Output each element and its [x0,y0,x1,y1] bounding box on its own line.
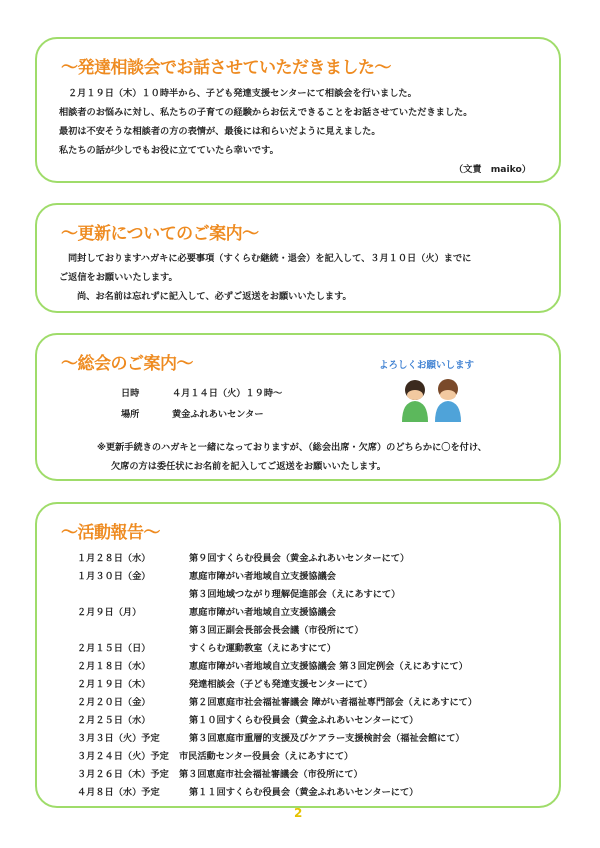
bowing-people-icon [398,376,468,426]
section-title: ～発達相談会でお話させていただきました～ [61,58,391,78]
greeting-text: よろしくお願いします [379,360,475,371]
body-line: ご返信をお願いいたします。 [59,272,178,283]
activity-text: 第３回恵庭市社会福祉審議会（市役所にて） [179,769,363,780]
place-label: 場所 [121,409,140,420]
place-value: 黄金ふれあいセンター [172,409,264,420]
activity-date: １月３０日（金） [77,571,151,582]
activity-date: ２月２０日（金） [77,697,151,708]
section-title: ～活動報告～ [61,523,160,543]
section-title: ～更新についてのご案内～ [61,224,259,244]
date-label: 日時 [121,388,140,399]
activity-date: ３月２４日（火）予定 [77,751,169,762]
body-line: 私たちの話が少しでもお役に立てていたら幸いです。 [59,145,279,156]
activity-text: 第１０回すくらむ役員会（黄金ふれあいセンターにて） [189,715,419,726]
body-line: ２月１９日（木）１０時半から、子ども発達支援センターにて相談会を行いました。 [68,88,417,99]
body-line: 相談者のお悩みに対し、私たちの子育ての経験からお伝えできることをお話させていただきました。 [59,107,473,118]
activity-date: ４月８日（水）予定 [77,787,160,798]
activity-date: ３月３日（火）予定 [77,733,160,744]
page-number: 2 [294,806,303,820]
activity-text: 第２回恵庭市社会福祉審議会 障がい者福祉専門部会（えにあすにて） [189,697,478,708]
activity-date: ３月２６日（木）予定 [77,769,169,780]
section-consultation [35,37,561,183]
activity-text: 発達相談会（子ども発達支援センターにて） [189,679,373,690]
activity-text: 第３回恵庭市重層的支援及びケアラー支援検討会（福祉会館にて） [189,733,465,744]
activity-date: ２月２５日（水） [77,715,151,726]
activity-text: 恵庭市障がい者地域自立支援協議会 [189,607,336,618]
body-line: 同封しておりますハガキに必要事項（すくらむ継続・退会）を記入して、３月１０日（火）までに [68,253,472,264]
section-renewal [35,203,561,313]
activity-text: 市民活動センター役員会（えにあすにて） [179,751,354,762]
credit: （文責 maiko） [453,164,531,175]
note-line: ※更新手続きのハガキと一緒になっておりますが、（総会出席・欠席）のどちらかに〇を付け、 [97,442,487,453]
activity-text: 第３回地域つながり理解促進部会（えにあすにて） [189,589,401,600]
activity-date: ２月９日（月） [77,607,142,618]
section-general-meeting [35,333,561,481]
activity-date: ２月１９日（木） [77,679,151,690]
activity-text: 第１１回すくらむ役員会（黄金ふれあいセンターにて） [189,787,419,798]
section-body [59,84,472,160]
activity-date: ２月１８日（水） [77,661,151,672]
activity-date: １月２８日（水） [77,553,151,564]
section-title: ～総会のご案内～ [61,354,193,374]
activity-text: 第３回正副会長部会長会議（市役所にて） [189,625,364,636]
activity-text: すくらむ運動教室（えにあすにて） [189,643,336,654]
body-line: 最初は不安そうな相談者の方の表情が、最後には和らいだように見えました。 [59,126,381,137]
body-line: 尚、お名前は忘れずに記入して、必ずご返送をお願いいたします。 [77,291,352,302]
activity-date: ２月１５日（日） [77,643,151,654]
activity-text: 第９回すくらむ役員会（黄金ふれあいセンターにて） [189,553,410,564]
activity-text: 恵庭市障がい者地域自立支援協議会 第３回定例会（えにあすにて） [189,661,468,672]
note-line: 欠席の方は委任状にお名前を記入してご返送をお願いいたします。 [111,461,386,472]
activity-text: 恵庭市障がい者地域自立支援協議会 [189,571,336,582]
section-body [59,249,471,306]
section-activity-report [35,502,561,808]
date-value: ４月１４日（火）１９時～ [172,388,283,399]
